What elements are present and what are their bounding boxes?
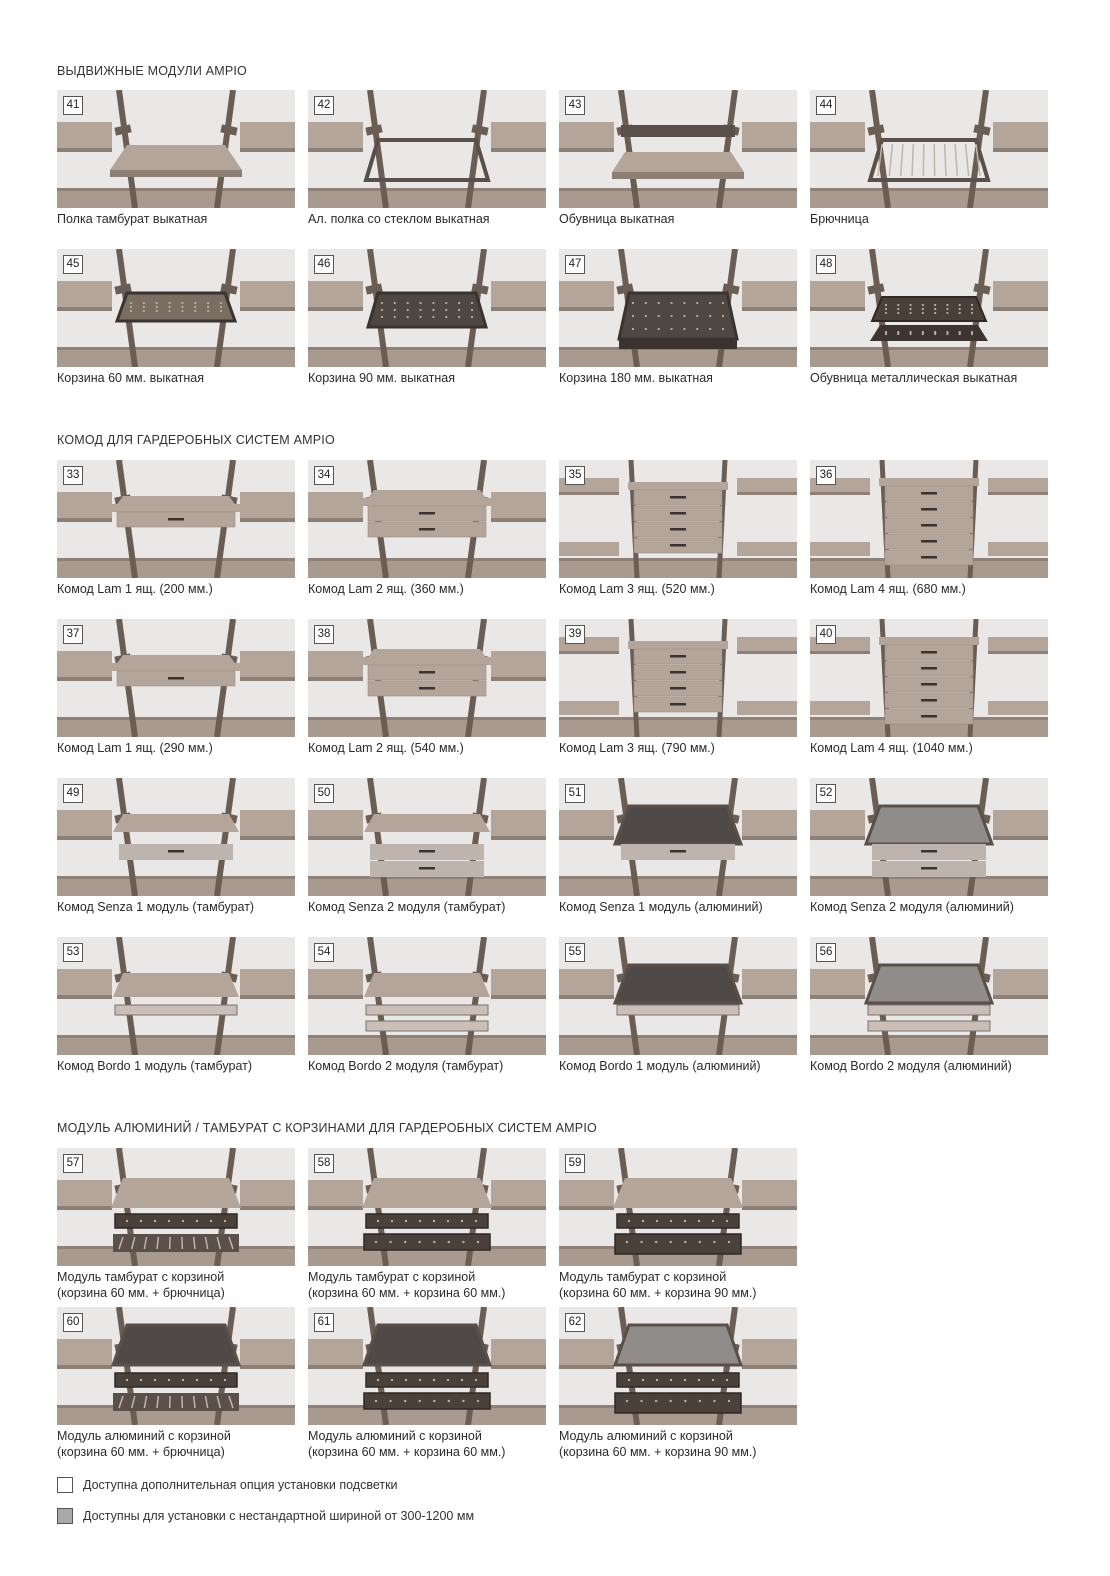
product-render [810, 778, 1048, 896]
product-render [810, 619, 1048, 737]
caption-line: Комод Bordo 1 модуль (алюминий) [559, 1059, 761, 1073]
product-card-56 [810, 937, 1048, 1074]
product-number-badge: 44 [816, 96, 836, 115]
product-card-43 [559, 90, 797, 227]
product-render [559, 460, 797, 578]
caption-line: Комод Bordo 1 модуль (тамбурат) [57, 1059, 253, 1073]
product-caption [57, 899, 295, 915]
caption-line: Комод Lam 1 ящ. (290 мм.) [57, 741, 213, 755]
product-image [57, 937, 295, 1055]
product-image [57, 1307, 295, 1425]
product-image [308, 778, 546, 896]
product-card-38 [308, 619, 546, 756]
legend-item [57, 1507, 474, 1525]
caption-line: Обувница выкатная [559, 212, 675, 226]
caption-line: Комод Bordo 2 модуля (алюминий) [810, 1059, 1012, 1073]
caption-line: Модуль тамбурат с корзиной [308, 1270, 476, 1284]
product-render [559, 249, 797, 367]
product-number-badge: 41 [63, 96, 83, 115]
product-caption [308, 1428, 546, 1460]
product-render [810, 249, 1048, 367]
caption-line: Полка тамбурат выкатная [57, 212, 208, 226]
caption-line: Корзина 90 мм. выкатная [308, 371, 455, 385]
caption-line: Модуль тамбурат с корзиной [559, 1270, 727, 1284]
product-image [57, 778, 295, 896]
product-render [559, 1307, 797, 1425]
product-card-35 [559, 460, 797, 597]
product-card-61 [308, 1307, 546, 1460]
product-image [810, 619, 1048, 737]
product-card-39 [559, 619, 797, 756]
product-card-41 [57, 90, 295, 227]
product-card-44 [810, 90, 1048, 227]
product-render [559, 1148, 797, 1266]
product-number-badge: 47 [565, 255, 585, 274]
product-caption [810, 740, 1048, 756]
caption-line: Комод Lam 2 ящ. (540 мм.) [308, 741, 464, 755]
product-number-badge: 40 [816, 625, 836, 644]
product-number-badge: 38 [314, 625, 334, 644]
product-card-33 [57, 460, 295, 597]
product-render [559, 90, 797, 208]
product-render [308, 937, 546, 1055]
caption-line: Комод Bordo 2 модуля (тамбурат) [308, 1059, 504, 1073]
caption-line: Комод Senza 2 модуля (алюминий) [810, 900, 1014, 914]
legend-swatch [57, 1508, 73, 1524]
product-caption [559, 1269, 797, 1301]
product-render [57, 937, 295, 1055]
product-number-badge: 62 [565, 1313, 585, 1332]
product-card-42 [308, 90, 546, 227]
product-card-57 [57, 1148, 295, 1301]
caption-line: (корзина 60 мм. + брючница) [57, 1286, 225, 1300]
product-image [57, 619, 295, 737]
product-caption [308, 581, 546, 597]
product-caption [308, 1058, 546, 1074]
product-caption [308, 1269, 546, 1301]
product-image [308, 937, 546, 1055]
legend-text: Доступны для установки с нестандартной шириной от 300-1200 мм [83, 1509, 475, 1523]
caption-line: Обувница металлическая выкатная [810, 371, 1018, 385]
product-render [57, 619, 295, 737]
product-card-47 [559, 249, 797, 386]
legend-text: Доступна дополнительная опция установки подсветки [83, 1478, 398, 1492]
product-image [810, 937, 1048, 1055]
caption-line: Ал. полка со стеклом выкатная [308, 212, 490, 226]
legend-item [57, 1476, 398, 1494]
product-image [810, 778, 1048, 896]
product-number-badge: 48 [816, 255, 836, 274]
caption-line: Модуль алюминий с корзиной [57, 1429, 231, 1443]
caption-line: Комод Lam 1 ящ. (200 мм.) [57, 582, 213, 596]
product-image [559, 619, 797, 737]
product-number-badge: 37 [63, 625, 83, 644]
product-number-badge: 58 [314, 1154, 334, 1173]
caption-line: (корзина 60 мм. + корзина 60 мм.) [308, 1286, 506, 1300]
product-caption [57, 211, 295, 227]
product-number-badge: 46 [314, 255, 334, 274]
caption-line: (корзина 60 мм. + корзина 60 мм.) [308, 1445, 506, 1459]
product-caption [559, 899, 797, 915]
product-caption [810, 370, 1048, 386]
product-image [308, 619, 546, 737]
product-render [559, 937, 797, 1055]
product-number-badge: 34 [314, 466, 334, 485]
product-render [810, 937, 1048, 1055]
caption-line: Комод Senza 2 модуля (тамбурат) [308, 900, 506, 914]
product-image [559, 1148, 797, 1266]
product-caption [308, 740, 546, 756]
caption-line: Корзина 180 мм. выкатная [559, 371, 713, 385]
section-title: ВЫДВИЖНЫЕ МОДУЛИ AMPIO [57, 64, 247, 78]
product-caption [810, 899, 1048, 915]
product-card-40 [810, 619, 1048, 756]
product-caption [559, 211, 797, 227]
product-number-badge: 53 [63, 943, 83, 962]
product-render [308, 1148, 546, 1266]
product-render [308, 249, 546, 367]
product-number-badge: 45 [63, 255, 83, 274]
product-image [559, 937, 797, 1055]
product-caption [57, 1269, 295, 1301]
product-card-60 [57, 1307, 295, 1460]
product-number-badge: 57 [63, 1154, 83, 1173]
caption-line: Брючница [810, 212, 869, 226]
product-caption [57, 1058, 295, 1074]
product-caption [810, 211, 1048, 227]
product-caption [559, 581, 797, 597]
product-render [308, 460, 546, 578]
product-card-37 [57, 619, 295, 756]
caption-line: Комод Lam 3 ящ. (790 мм.) [559, 741, 715, 755]
caption-line: (корзина 60 мм. + корзина 90 мм.) [559, 1445, 757, 1459]
product-render [308, 90, 546, 208]
product-image [559, 460, 797, 578]
product-number-badge: 54 [314, 943, 334, 962]
product-render [57, 90, 295, 208]
caption-line: Комод Senza 1 модуль (тамбурат) [57, 900, 255, 914]
product-card-36 [810, 460, 1048, 597]
product-caption [559, 370, 797, 386]
product-card-50 [308, 778, 546, 915]
product-image [308, 1148, 546, 1266]
product-number-badge: 60 [63, 1313, 83, 1332]
product-render [57, 778, 295, 896]
product-image [308, 90, 546, 208]
product-caption [57, 581, 295, 597]
product-card-45 [57, 249, 295, 386]
product-image [57, 1148, 295, 1266]
product-card-46 [308, 249, 546, 386]
product-number-badge: 35 [565, 466, 585, 485]
product-number-badge: 36 [816, 466, 836, 485]
product-image [57, 90, 295, 208]
product-render [308, 1307, 546, 1425]
product-number-badge: 56 [816, 943, 836, 962]
product-image [308, 1307, 546, 1425]
product-image [559, 249, 797, 367]
product-card-53 [57, 937, 295, 1074]
product-card-58 [308, 1148, 546, 1301]
product-number-badge: 50 [314, 784, 334, 803]
product-render [57, 460, 295, 578]
product-image [810, 90, 1048, 208]
product-card-54 [308, 937, 546, 1074]
product-image [308, 249, 546, 367]
section-title: КОМОД ДЛЯ ГАРДЕРОБНЫХ СИСТЕМ AMPIO [57, 433, 335, 447]
product-number-badge: 51 [565, 784, 585, 803]
product-number-badge: 61 [314, 1313, 334, 1332]
caption-line: Комод Lam 4 ящ. (1040 мм.) [810, 741, 973, 755]
product-card-62 [559, 1307, 797, 1460]
product-image [810, 249, 1048, 367]
product-caption [57, 370, 295, 386]
product-card-55 [559, 937, 797, 1074]
product-caption [308, 370, 546, 386]
product-card-34 [308, 460, 546, 597]
product-render [57, 1307, 295, 1425]
caption-line: (корзина 60 мм. + корзина 90 мм.) [559, 1286, 757, 1300]
product-image [57, 460, 295, 578]
caption-line: Комод Senza 1 модуль (алюминий) [559, 900, 763, 914]
caption-line: Комод Lam 2 ящ. (360 мм.) [308, 582, 464, 596]
product-render [57, 1148, 295, 1266]
product-image [57, 249, 295, 367]
product-card-48 [810, 249, 1048, 386]
product-number-badge: 49 [63, 784, 83, 803]
product-number-badge: 43 [565, 96, 585, 115]
product-caption [559, 740, 797, 756]
product-caption [810, 581, 1048, 597]
product-caption [810, 1058, 1048, 1074]
caption-line: Корзина 60 мм. выкатная [57, 371, 204, 385]
product-number-badge: 52 [816, 784, 836, 803]
caption-line: Комод Lam 4 ящ. (680 мм.) [810, 582, 966, 596]
product-caption [308, 899, 546, 915]
product-card-51 [559, 778, 797, 915]
caption-line: (корзина 60 мм. + брючница) [57, 1445, 225, 1459]
product-number-badge: 33 [63, 466, 83, 485]
product-caption [57, 740, 295, 756]
product-render [308, 619, 546, 737]
product-render [810, 90, 1048, 208]
product-image [559, 1307, 797, 1425]
product-number-badge: 59 [565, 1154, 585, 1173]
product-caption [57, 1428, 295, 1460]
product-image [308, 460, 546, 578]
caption-line: Модуль алюминий с корзиной [559, 1429, 733, 1443]
product-card-52 [810, 778, 1048, 915]
product-number-badge: 42 [314, 96, 334, 115]
legend-swatch [57, 1477, 73, 1493]
product-image [559, 90, 797, 208]
product-render [57, 249, 295, 367]
product-number-badge: 39 [565, 625, 585, 644]
product-caption [308, 211, 546, 227]
product-image [559, 778, 797, 896]
product-image [810, 460, 1048, 578]
product-caption [559, 1058, 797, 1074]
product-number-badge: 55 [565, 943, 585, 962]
caption-line: Модуль тамбурат с корзиной [57, 1270, 225, 1284]
product-render [308, 778, 546, 896]
product-render [810, 460, 1048, 578]
product-render [559, 778, 797, 896]
section-title: МОДУЛЬ АЛЮМИНИЙ / ТАМБУРАТ С КОРЗИНАМИ ДЛЯ ГАРДЕРОБНЫХ СИСТЕМ AMPIO [57, 1121, 597, 1135]
product-render [559, 619, 797, 737]
product-card-59 [559, 1148, 797, 1301]
caption-line: Модуль алюминий с корзиной [308, 1429, 482, 1443]
product-caption [559, 1428, 797, 1460]
product-card-49 [57, 778, 295, 915]
caption-line: Комод Lam 3 ящ. (520 мм.) [559, 582, 715, 596]
